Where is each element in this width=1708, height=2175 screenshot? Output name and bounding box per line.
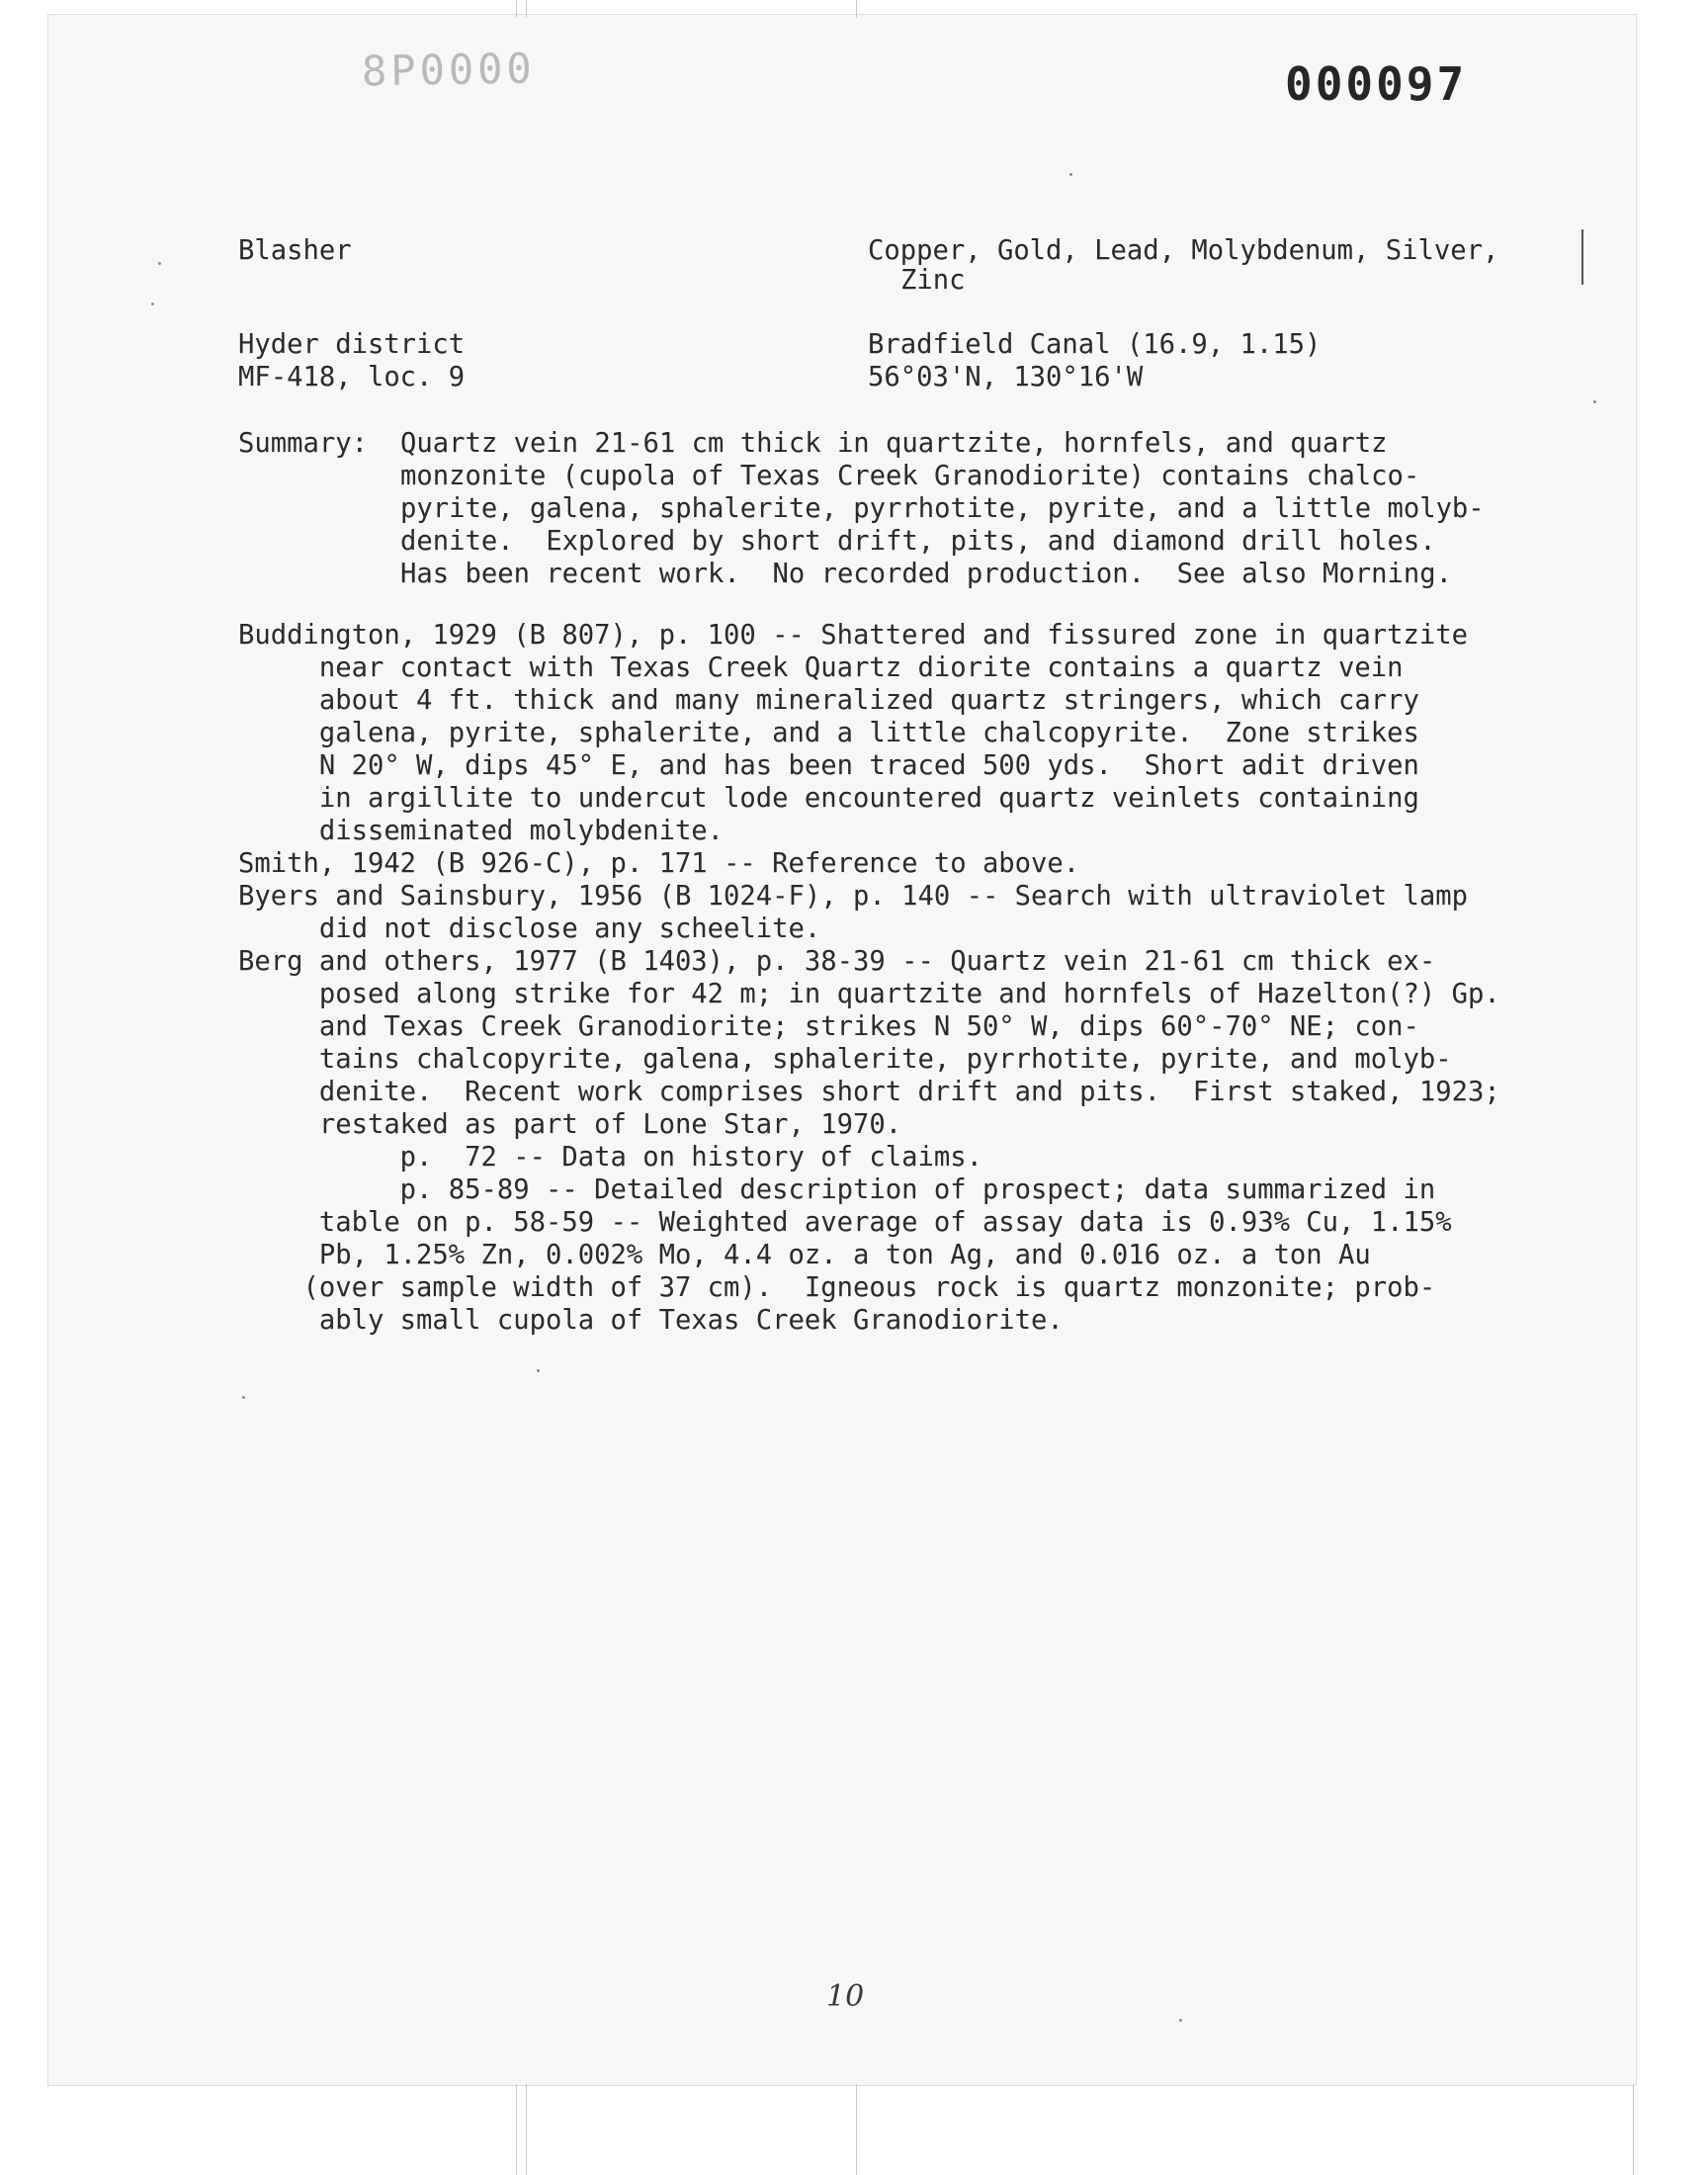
- commodities-line-2: Zinc: [900, 265, 966, 296]
- reference-line: Pb, 1.25% Zn, 0.002% Mo, 4.4 oz. a ton Ag, and 0.016 oz. a ton Au: [238, 1240, 1371, 1270]
- reference-line: Buddington, 1929 (B 807), p. 100 -- Shattered and fissured zone in quartzite: [238, 620, 1468, 651]
- district: Hyder district: [238, 329, 466, 360]
- reference-line: Smith, 1942 (B 926-C), p. 171 -- Reference to above.: [238, 848, 1080, 879]
- summary-line: Quartz vein 21-61 cm thick in quartzite, hornfels, and quartz: [400, 428, 1388, 459]
- scan-speck: [1179, 2019, 1182, 2022]
- margin-mark: [1581, 229, 1583, 285]
- scan-artifact-line: [856, 2084, 857, 2175]
- reference-line: tains chalcopyrite, galena, sphalerite, pyrrhotite, pyrite, and molyb-: [238, 1044, 1452, 1075]
- page-number: 10: [826, 1979, 865, 2014]
- summary-line: denite. Explored by short drift, pits, and diamond drill holes.: [400, 526, 1436, 557]
- reference-line: p. 85-89 -- Detailed description of prospect; data summarized in: [238, 1174, 1436, 1205]
- stamp-top-right: 000097: [1285, 57, 1468, 111]
- summary-line: pyrite, galena, sphalerite, pyrrhotite, pyrite, and a little molyb-: [400, 493, 1485, 524]
- map-reference: MF-418, loc. 9: [238, 362, 466, 392]
- reference-line: galena, pyrite, sphalerite, and a little chalcopyrite. Zone strikes: [238, 718, 1419, 748]
- reference-line: and Texas Creek Granodiorite; strikes N 50° W, dips 60°-70° NE; con-: [238, 1011, 1419, 1042]
- reference-line: near contact with Texas Creek Quartz diorite contains a quartz vein: [238, 652, 1404, 683]
- reference-line: posed along strike for 42 m; in quartzite and hornfels of Hazelton(?) Gp.: [238, 979, 1500, 1009]
- reference-line: about 4 ft. thick and many mineralized quartz stringers, which carry: [238, 685, 1419, 716]
- scan-artifact-line: [526, 2084, 527, 2175]
- scan-artifact-line: [516, 0, 517, 18]
- quadrangle: Bradfield Canal (16.9, 1.15): [868, 329, 1322, 360]
- reference-line: restaked as part of Lone Star, 1970.: [238, 1109, 902, 1140]
- summary-label: Summary:: [238, 428, 368, 459]
- reference-line: Byers and Sainsbury, 1956 (B 1024-F), p. 140 -- Search with ultraviolet lamp: [238, 881, 1468, 912]
- scan-speck: [158, 262, 161, 265]
- prospect-name: Blasher: [238, 235, 352, 266]
- commodities-line-1: Copper, Gold, Lead, Molybdenum, Silver,: [868, 235, 1499, 266]
- stamp-top-left: 8P0000: [361, 44, 537, 96]
- reference-line: p. 72 -- Data on history of claims.: [238, 1142, 982, 1173]
- reference-line: in argillite to undercut lode encountered quartz veinlets containing: [238, 783, 1419, 814]
- reference-line: N 20° W, dips 45° E, and has been traced 500 yds. Short adit driven: [238, 750, 1419, 781]
- coordinates: 56°03'N, 130°16'W: [868, 362, 1144, 392]
- reference-line: denite. Recent work comprises short drift and pits. First staked, 1923;: [238, 1077, 1500, 1107]
- reference-line: table on p. 58-59 -- Weighted average of assay data is 0.93% Cu, 1.15%: [238, 1207, 1452, 1238]
- scan-artifact-line: [526, 0, 527, 18]
- scan-artifact-line: [516, 2084, 517, 2175]
- scan-speck: [242, 1396, 245, 1399]
- scan-speck: [1593, 400, 1596, 403]
- scan-artifact-line: [856, 0, 857, 18]
- reference-line: did not disclose any scheelite.: [238, 914, 821, 944]
- scan-speck: [151, 303, 154, 305]
- scan-artifact-line: [1633, 2084, 1634, 2175]
- scan-speck: [537, 1369, 540, 1372]
- scan-speck: [1069, 173, 1072, 176]
- summary-line: Has been recent work. No recorded production. See also Morning.: [400, 559, 1452, 589]
- reference-line: (over sample width of 37 cm). Igneous rock is quartz monzonite; prob-: [238, 1272, 1436, 1303]
- reference-line: Berg and others, 1977 (B 1403), p. 38-39 -- Quartz vein 21-61 cm thick ex-: [238, 946, 1436, 977]
- summary-line: monzonite (cupola of Texas Creek Granodiorite) contains chalco-: [400, 461, 1420, 491]
- reference-line: ably small cupola of Texas Creek Granodiorite.: [238, 1305, 1064, 1336]
- reference-line: disseminated molybdenite.: [238, 816, 725, 846]
